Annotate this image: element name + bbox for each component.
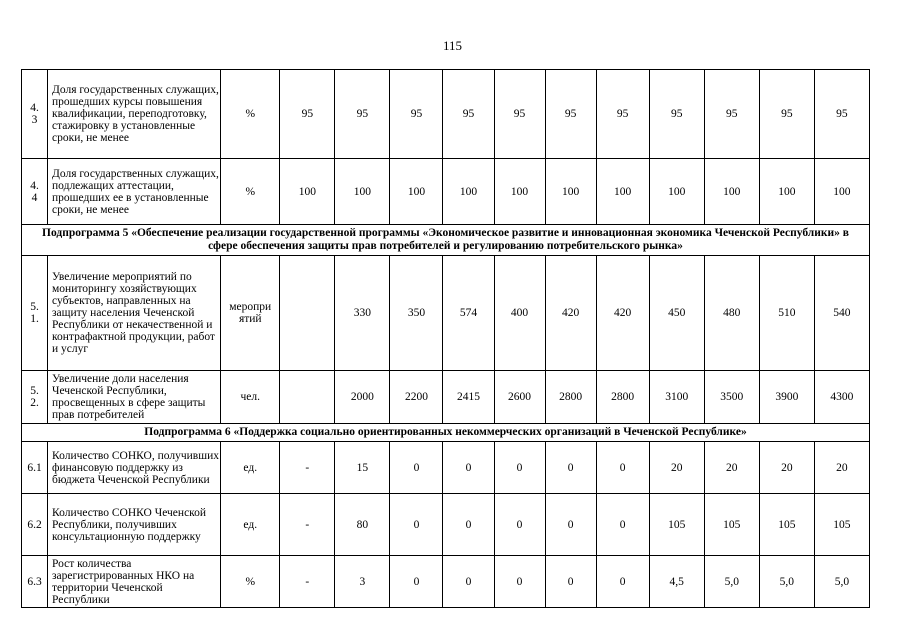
year-value: 0	[494, 494, 545, 556]
year-value: 0	[545, 442, 596, 494]
year-value: 3100	[649, 371, 704, 424]
year-value: 5,0	[814, 556, 869, 608]
base-value: -	[280, 494, 335, 556]
page-number: 115	[442, 38, 463, 53]
year-value: 0	[596, 494, 649, 556]
row-number: 6.3	[22, 556, 48, 608]
year-value: 350	[390, 256, 443, 371]
unit-of-measure: ед.	[221, 442, 280, 494]
year-value: 20	[814, 442, 869, 494]
year-value: 100	[704, 159, 759, 225]
year-value: 5,0	[704, 556, 759, 608]
indicators-table	[21, 69, 870, 608]
year-value: 95	[335, 70, 390, 159]
year-value: 5,0	[759, 556, 814, 608]
indicator-name: Количество СОНКО Чеченской Республики, получивших консультационную поддержку	[48, 494, 221, 556]
unit-of-measure: чел.	[221, 371, 280, 424]
year-value: 80	[335, 494, 390, 556]
base-value: -	[280, 442, 335, 494]
base-value: 95	[280, 70, 335, 159]
table-row	[22, 70, 870, 159]
year-value: 2000	[335, 371, 390, 424]
subprogram-title: Подпрограмма 5 «Обеспечение реализации государственной программы «Экономическое развитие и инновационная экономика Чеченской Республики» в сфере обеспечения защиты прав потребителей и регулированию потребительского рынка»	[22, 225, 870, 256]
base-value: -	[280, 556, 335, 608]
table-row	[22, 159, 870, 225]
year-value: 20	[704, 442, 759, 494]
year-value: 100	[759, 159, 814, 225]
row-number: 6.2	[22, 494, 48, 556]
indicator-name: Увеличение мероприятий по мониторингу хозяйствующих субъектов, направленных на защиту населения Чеченской Республики от некачественной и контрафактной продукции, работ и услуг	[48, 256, 221, 371]
base-value	[280, 371, 335, 424]
year-value: 0	[443, 494, 494, 556]
year-value: 100	[390, 159, 443, 225]
year-value: 0	[443, 442, 494, 494]
year-value: 0	[545, 556, 596, 608]
year-value: 420	[545, 256, 596, 371]
year-value: 3	[335, 556, 390, 608]
subprogram-header-row	[22, 225, 870, 256]
base-value	[280, 256, 335, 371]
indicator-name: Доля государственных служащих, прошедших курсы повышения квалификации, переподготовку, стажировку в установленные сроки, не менее	[48, 70, 221, 159]
unit-of-measure: меропри ятий	[221, 256, 280, 371]
year-value: 0	[494, 556, 545, 608]
year-value: 100	[649, 159, 704, 225]
year-value: 95	[704, 70, 759, 159]
year-value: 95	[649, 70, 704, 159]
year-value: 0	[494, 442, 545, 494]
table-row	[22, 494, 870, 556]
year-value: 0	[443, 556, 494, 608]
year-value: 95	[390, 70, 443, 159]
year-value: 95	[596, 70, 649, 159]
indicator-name: Количество СОНКО, получивших финансовую поддержку из бюджета Чеченской Республики	[48, 442, 221, 494]
year-value: 510	[759, 256, 814, 371]
year-value: 0	[390, 556, 443, 608]
year-value: 330	[335, 256, 390, 371]
table-row	[22, 371, 870, 424]
table-row	[22, 442, 870, 494]
subprogram-header-row	[22, 424, 870, 442]
year-value: 0	[390, 494, 443, 556]
year-value: 2600	[494, 371, 545, 424]
unit-of-measure: %	[221, 70, 280, 159]
year-value: 95	[443, 70, 494, 159]
year-value: 95	[814, 70, 869, 159]
year-value: 0	[596, 556, 649, 608]
year-value: 420	[596, 256, 649, 371]
row-number: 5. 1.	[22, 256, 48, 371]
unit-of-measure: ед.	[221, 494, 280, 556]
base-value: 100	[280, 159, 335, 225]
year-value: 0	[596, 442, 649, 494]
year-value: 0	[390, 442, 443, 494]
year-value: 3900	[759, 371, 814, 424]
year-value: 105	[759, 494, 814, 556]
year-value: 100	[443, 159, 494, 225]
year-value: 2200	[390, 371, 443, 424]
year-value: 95	[545, 70, 596, 159]
unit-of-measure: %	[221, 159, 280, 225]
indicator-name: Увеличение доли населения Чеченской Республики, просвещенных в сфере защиты прав потребителей	[48, 371, 221, 424]
row-number: 4. 4	[22, 159, 48, 225]
year-value: 0	[545, 494, 596, 556]
year-value: 574	[443, 256, 494, 371]
year-value: 100	[494, 159, 545, 225]
year-value: 105	[704, 494, 759, 556]
table-row	[22, 256, 870, 371]
year-value: 540	[814, 256, 869, 371]
year-value: 20	[649, 442, 704, 494]
year-value: 2415	[443, 371, 494, 424]
indicator-name: Доля государственных служащих, подлежащих аттестации, прошедших ее в установленные сроки, не менее	[48, 159, 221, 225]
year-value: 2800	[596, 371, 649, 424]
indicator-name: Рост количества зарегистрированных НКО на территории Чеченской Республики	[48, 556, 221, 608]
table-row	[22, 556, 870, 608]
year-value: 2800	[545, 371, 596, 424]
row-number: 5. 2.	[22, 371, 48, 424]
row-number: 6.1	[22, 442, 48, 494]
subprogram-title: Подпрограмма 6 «Поддержка социально ориентированных некоммерческих организаций в Чеченской Республике»	[22, 424, 870, 442]
year-value: 480	[704, 256, 759, 371]
year-value: 100	[814, 159, 869, 225]
year-value: 105	[814, 494, 869, 556]
year-value: 100	[596, 159, 649, 225]
year-value: 95	[494, 70, 545, 159]
row-number: 4. 3	[22, 70, 48, 159]
year-value: 100	[335, 159, 390, 225]
year-value: 20	[759, 442, 814, 494]
year-value: 3500	[704, 371, 759, 424]
year-value: 400	[494, 256, 545, 371]
year-value: 95	[759, 70, 814, 159]
year-value: 4300	[814, 371, 869, 424]
year-value: 450	[649, 256, 704, 371]
year-value: 105	[649, 494, 704, 556]
year-value: 100	[545, 159, 596, 225]
year-value: 15	[335, 442, 390, 494]
year-value: 4,5	[649, 556, 704, 608]
unit-of-measure: %	[221, 556, 280, 608]
